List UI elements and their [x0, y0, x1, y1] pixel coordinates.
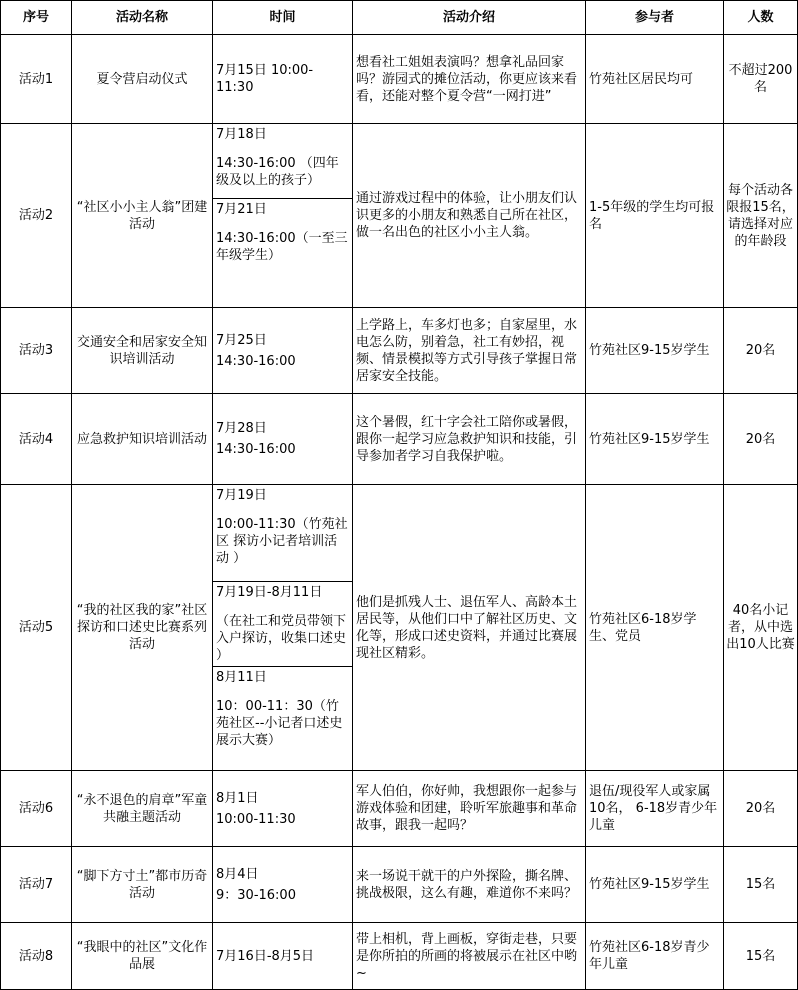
header-intro: 活动介绍: [353, 1, 586, 35]
time-line: 7月25日: [216, 332, 267, 348]
time-line: 10:00-11:30（竹苑社区 探访小记者培训活动 ）: [216, 517, 348, 566]
time-line: 7月19日-8月11日: [216, 585, 323, 600]
cell-participants: 1-5年级的学生均可报名: [586, 124, 724, 308]
cell-no: 活动1: [1, 35, 72, 124]
time-segment: [213, 864, 352, 906]
cell-no: 活动3: [1, 308, 72, 394]
cell-name: “我眼中的社区”文化作品展: [72, 923, 213, 990]
time-segment: [213, 581, 352, 666]
spacer: [213, 688, 352, 696]
cell-no: 活动5: [1, 485, 72, 771]
cell-no: 活动6: [1, 771, 72, 847]
time-line: 14:30-16:00（一至三年级学生）: [216, 231, 348, 263]
time-line: 10：00-11：30（竹苑社区--小记者口述史展示大赛）: [216, 699, 343, 748]
table-row: [1, 847, 798, 923]
table-row: [1, 308, 798, 394]
time-line: 14:30-16:00: [216, 353, 296, 369]
cell-time: [213, 771, 353, 847]
time-line: 8月1日: [216, 790, 259, 806]
cell-count: 15名: [724, 923, 798, 990]
time-segment: [213, 124, 352, 198]
cell-intro: 这个暑假，红十字会社工陪你或暑假，跟你一起学习应急救护知识和技能，引导参加者学习自我保护啦。: [353, 394, 586, 485]
cell-name: “社区小小主人翁”团建活动: [72, 124, 213, 308]
cell-count: 不超过200名: [724, 35, 798, 124]
cell-count: 20名: [724, 771, 798, 847]
time-segment: [213, 485, 352, 581]
cell-intro: 上学路上，车多灯也多；自家屋里，水电怎么防，别着急，社工有妙招，视频、情景模拟等方式引导孩子掌握日常居家安全技能。: [353, 308, 586, 394]
time-line: 9：30-16:00: [216, 887, 296, 903]
cell-time: [213, 485, 353, 771]
spacer: [213, 506, 352, 514]
cell-intro: 想看社工姐姐表演吗？想拿礼品回家吗？游园式的摊位活动，你更应该来看看，还能对整个夏令营“一网打进”: [353, 35, 586, 124]
cell-name: “我的社区我的家”社区探访和口述史比赛系列活动: [72, 485, 213, 771]
cell-participants: 竹苑社区6-18岁学生、党员: [586, 485, 724, 771]
time-segment: [213, 330, 352, 372]
time-line: 14:30-16:00: [216, 442, 296, 457]
spacer: [213, 145, 352, 153]
spacer: [213, 220, 352, 228]
table-row: [1, 394, 798, 485]
cell-participants: 退伍/现役军人或家属10名， 6-18岁青少年儿童: [586, 771, 724, 847]
time-segment: [213, 198, 352, 293]
cell-no: 活动7: [1, 847, 72, 923]
cell-participants: 竹苑社区9-15岁学生: [586, 847, 724, 923]
header-time: 时间: [213, 1, 353, 35]
table-body: [1, 35, 798, 990]
header-name: 活动名称: [72, 1, 213, 35]
cell-name: 夏令营启动仪式: [72, 35, 213, 124]
time-line: 7月28日: [216, 421, 267, 436]
table-row: [1, 35, 798, 124]
cell-name: “脚下方寸土”都市历奇活动: [72, 847, 213, 923]
cell-count: 15名: [724, 847, 798, 923]
time-line: 14:30-16:00 （四年级及以上的孩子）: [216, 156, 339, 188]
cell-no: 活动8: [1, 923, 72, 990]
cell-count: 20名: [724, 308, 798, 394]
time-segment: [213, 788, 352, 830]
header-count: 人数: [724, 1, 798, 35]
time-line: 7月15日 10:00-11:30: [216, 63, 314, 95]
header-participants: 参与者: [586, 1, 724, 35]
cell-count: 40名小记者，从中选出10人比赛: [724, 485, 798, 771]
cell-name: 交通安全和居家安全知识培训活动: [72, 308, 213, 394]
cell-intro: 带上相机，背上画板，穿街走巷，只要是你所拍的所画的将被展示在社区中哟~: [353, 923, 586, 990]
cell-name: 应急救护知识培训活动: [72, 394, 213, 485]
time-line: 8月11日: [216, 670, 267, 685]
cell-participants: 竹苑社区9-15岁学生: [586, 394, 724, 485]
time-segment: [213, 418, 352, 460]
cell-time: [213, 923, 353, 990]
cell-participants: 竹苑社区9-15岁学生: [586, 308, 724, 394]
cell-count: 每个活动各限报15名，请选择对应的年龄段: [724, 124, 798, 308]
table-row: [1, 485, 798, 771]
cell-intro: 通过游戏过程中的体验，让小朋友们认识更多的小朋友和熟悉自己所在社区，做一名出色的社区小小主人翁。: [353, 124, 586, 308]
time-segment: [213, 666, 352, 767]
cell-participants: 竹苑社区居民均可: [586, 35, 724, 124]
time-segment: [213, 946, 352, 967]
time-line: 8月4日: [216, 866, 259, 882]
cell-intro: 来一场说干就干的户外探险，撕名牌、挑战极限，这么有趣，难道你不来吗？: [353, 847, 586, 923]
time-line: 10:00-11:30: [216, 811, 296, 827]
cell-time: [213, 394, 353, 485]
table-header-row: [1, 1, 798, 35]
cell-no: 活动2: [1, 124, 72, 308]
table-row: [1, 771, 798, 847]
table-row: [1, 923, 798, 990]
cell-intro: 军人伯伯，你好帅，我想跟你一起参与游戏体验和团建，聆听军旅趣事和革命故事，跟我一起吗？: [353, 771, 586, 847]
time-line: 7月21日: [216, 202, 267, 217]
cell-time: [213, 35, 353, 124]
cell-time: [213, 847, 353, 923]
header-no: 序号: [1, 1, 72, 35]
cell-count: 20名: [724, 394, 798, 485]
time-line: （在社工和党员带领下入户探访，收集口述史 ）: [216, 614, 347, 663]
cell-time: [213, 308, 353, 394]
table-row: [1, 124, 798, 308]
time-line: 7月16日-8月5日: [216, 948, 315, 964]
time-line: 7月19日: [216, 488, 267, 503]
cell-intro: 他们是抓残人士、退伍军人、高龄本土居民等，从他们口中了解社区历史、文化等，形成口述史资料，并通过比赛展现社区精彩。: [353, 485, 586, 771]
cell-participants: 竹苑社区6-18岁青少年儿童: [586, 923, 724, 990]
cell-no: 活动4: [1, 394, 72, 485]
cell-name: “永不退色的肩章”军童共融主题活动: [72, 771, 213, 847]
spacer: [213, 603, 352, 611]
time-segment: [213, 60, 352, 98]
cell-time: [213, 124, 353, 308]
time-line: 7月18日: [216, 127, 267, 142]
